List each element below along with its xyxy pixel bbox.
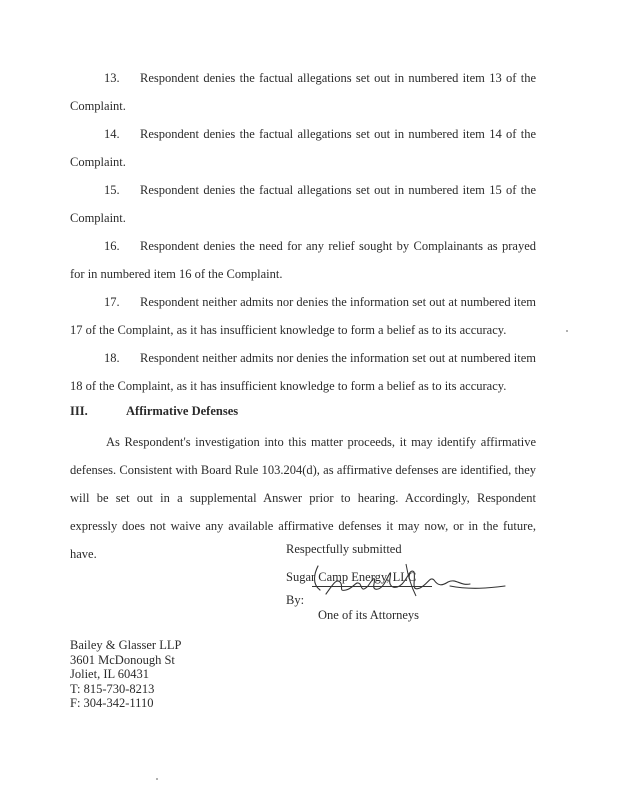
section-title: Affirmative Defenses [126,404,239,418]
paragraph-number: 17. [104,295,120,309]
paragraph-number: 16. [104,239,120,253]
paragraph-18 [70,344,536,400]
firm-fax: F: 304-342-1110 [70,696,154,710]
firm-name: Bailey & Glasser LLP [70,638,182,652]
firm-phone: T: 815-730-8213 [70,681,155,696]
section-body: As Respondent's investigation into this matter proceeds, it may identify affirmative defenses. Consistent with Board Rule 103.204(d), as affirmative defenses are identified, they will be set out in a supplemental Answer prior to hearing. Accordingly, Respondent expressly does not waive any available affirmative defenses it may now, or in the future, have. [70,435,536,561]
paragraph-text: Respondent neither admits nor denies the information set out at numbered item 17 of the Complaint, as it has insufficient knowledge to form a belief as to its accuracy. [70,295,536,337]
paragraph-13 [70,64,536,120]
by-label: By: [286,593,305,607]
party-name: Sugar Camp Energy, LLC [286,570,417,584]
firm-city: Joliet, IL 60431 [70,667,150,681]
paragraph-number: 14. [104,127,120,141]
paragraph-number: 13. [104,71,120,85]
paragraph-text: Respondent neither admits nor denies the information set out at numbered item 18 of the Complaint, as it has insufficient knowledge to form a belief as to its accuracy. [70,351,536,393]
paragraph-number: 15. [104,183,120,197]
paragraph-16 [70,232,536,288]
paragraph-15 [70,176,536,232]
paragraph-text: Respondent denies the factual allegations set out in numbered item 14 of the Complaint. [70,127,536,169]
scan-speck [566,330,568,332]
paragraph-14 [70,120,536,176]
handwritten-signature [310,556,510,606]
attorney-role: One of its Attorneys [318,608,420,622]
paragraph-text: Respondent denies the need for any relief sought by Complainants as prayed for in numbered item 16 of the Complaint. [70,239,536,281]
respectfully-submitted: Respectfully submitted [286,542,402,556]
firm-street: 3601 McDonough St [70,652,175,667]
paragraph-number: 18. [104,351,120,365]
firm-address-block [70,638,181,711]
paragraph-text: Respondent denies the factual allegations set out in numbered item 13 of the Complaint. [70,71,536,113]
scan-speck [156,778,158,780]
section-heading [70,401,238,421]
section-numeral: III. [70,404,88,418]
paragraph-17 [70,288,536,344]
paragraph-text: Respondent denies the factual allegations set out in numbered item 15 of the Complaint. [70,183,536,225]
